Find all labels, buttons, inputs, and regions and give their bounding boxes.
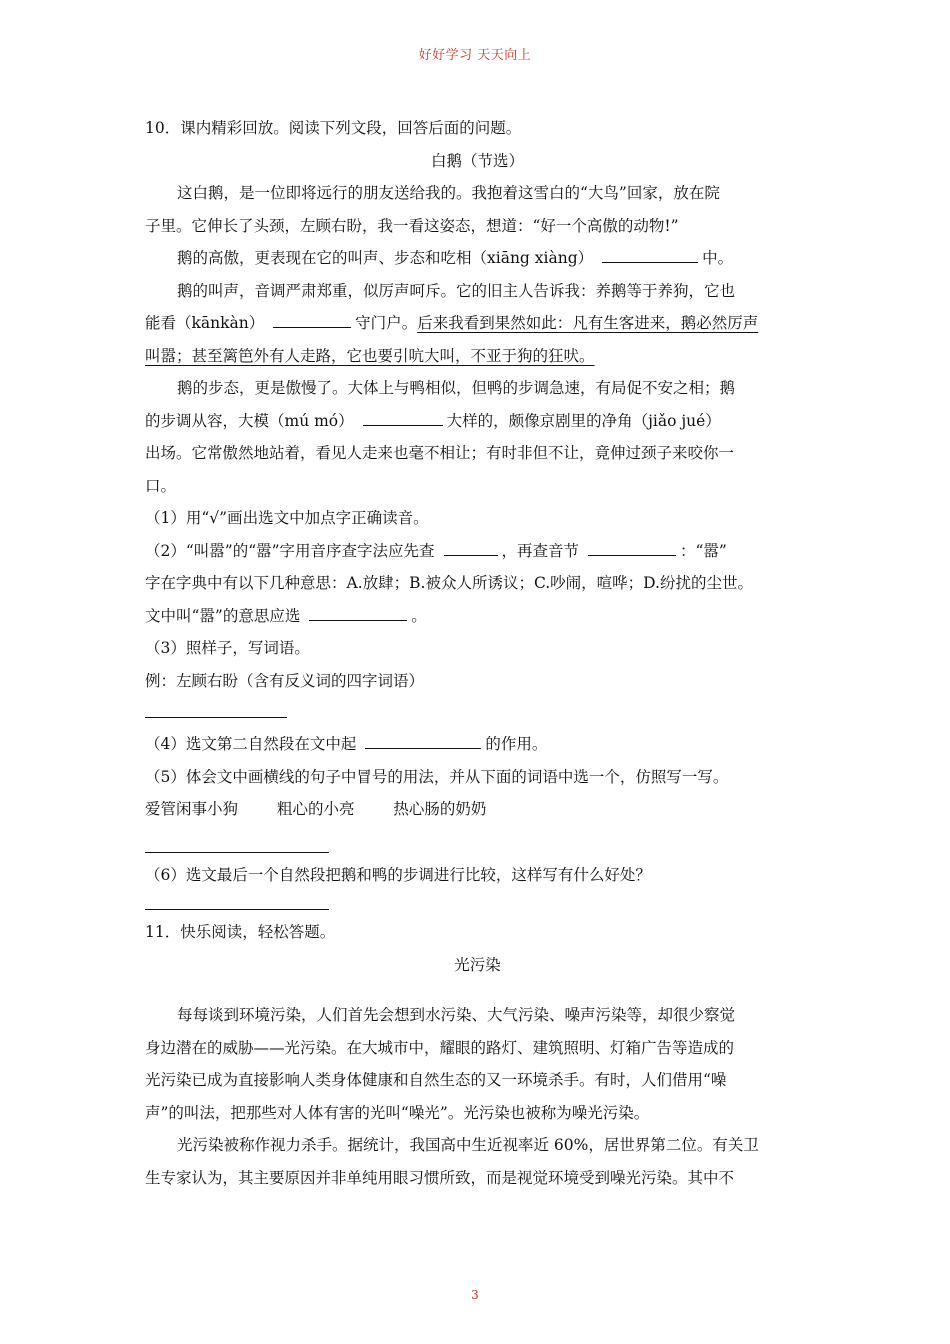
answer-blank[interactable] (444, 537, 498, 556)
passage-line (145, 405, 810, 438)
spacer (145, 981, 810, 999)
answer-blank[interactable] (588, 537, 676, 556)
passage-line: 每每谈到环境污染，人们首先会想到水污染、大气污染、噪声污染等，却很少察觉 (177, 1006, 736, 1024)
passage-line: 光污染已成为直接影响人类身体健康和自然生态的又一环境杀手。有时，人们借用“噪 (145, 1071, 727, 1089)
passage-text: 中。 (702, 249, 734, 267)
answer-line[interactable] (145, 826, 329, 853)
passage-line (145, 340, 810, 373)
word-choices (145, 793, 810, 826)
passage-line: 声”的叫法，把那些对人体有害的光叫“噪光”。光污染也被称为噪光污染。 (145, 1103, 650, 1122)
passage-line: 光污染被称作视力杀手。据统计，我国高中生近视率近 60%，居世界第二位。有关卫 (177, 1136, 759, 1154)
question-line (145, 600, 810, 633)
passage-line: 出场。它常傲然地站着，看见人走来也毫不相让；有时非但不让，竟伸过颈子来咬你一 (145, 444, 735, 462)
word-choice: 粗心的小亮 (276, 800, 355, 818)
passage-line (145, 307, 810, 340)
answer-blank[interactable] (273, 309, 351, 328)
passage-text: 鹅的高傲，更表现在它的叫声、步态和吃相（xiāng xiàng） (177, 249, 594, 267)
sub-question-5: （5）体会文中画横线的句子中冒号的用法，并从下面的词语中选一个，仿照写一写。 (145, 767, 729, 786)
page-number: 3 (471, 1288, 479, 1302)
question-text: 文中叫“嚣”的意思应选 (145, 606, 301, 625)
answer-blank[interactable] (365, 730, 481, 749)
passage-text: 守门户。 (355, 314, 418, 332)
question-text: 的作用。 (485, 735, 548, 753)
sub-question-6: （6）选文最后一个自然段把鹅和鸭的步调进行比较，这样写有什么好处？ (145, 865, 651, 884)
passage-line: 鹅的叫声，音调严肃郑重，似厉声呵斥。它的旧主人告诉我：养鹅等于养狗，它也 (177, 281, 736, 300)
sub-question-3: （3）照样子，写词语。 (145, 639, 310, 657)
passage-text: 能看（kānkàn） (145, 314, 265, 332)
passage-line: 生专家认为，其主要原因并非单纯用眼习惯所致，而是视觉环境受到噪光污染。其中不 (145, 1168, 735, 1187)
passage-line: 口。 (145, 476, 177, 495)
word-choice: 热心肠的奶奶 (393, 800, 487, 818)
question-text: ，再查音节 (501, 541, 580, 560)
sub-question-2 (145, 535, 810, 568)
passage-line: 鹅的步态，更是傲慢了。大体上与鸭相似，但鸭的步调急速，有局促不安之相；鹅 (177, 379, 736, 397)
word-choice: 爱管闲事小狗 (145, 800, 239, 818)
example-line: 例：左顾右盼（含有反义词的四字词语） (145, 671, 425, 690)
answer-blank[interactable] (602, 244, 698, 263)
question-line: 字在字典中有以下几种意思：A.放肆；B.被众人所诱议；C.吵闹，喧哗；D.纷扰的尘世。 (145, 574, 753, 592)
underlined-sentence: 后来我看到果然如此：凡有生客进来，鹅必然厉声 (417, 314, 759, 332)
sub-question-4 (145, 728, 810, 761)
answer-line[interactable] (145, 891, 329, 910)
passage-line (145, 242, 810, 275)
underlined-sentence: 叫嚣；甚至篱笆外有人走路，它也要引吭大叫，不亚于狗的狂吠。 (145, 346, 595, 365)
passage-text: 的步调从容，大模（mú mó） (145, 411, 354, 430)
page-header: 好好学习 天天向上 (418, 48, 532, 63)
question-10-title: 10．课内精彩回放。阅读下列文段，回答后面的问题。 (145, 119, 522, 137)
question-text: （4）选文第二自然段在文中起 (145, 735, 357, 753)
question-text: 。 (411, 606, 427, 625)
answer-line[interactable] (145, 697, 287, 718)
passage-text: 大样的，颇像京剧里的净角（jiǎo jué） (446, 411, 721, 430)
answer-blank[interactable] (309, 602, 407, 621)
question-text: （2）“叫嚣”的“嚣”字用音序查字法应先查 (145, 541, 435, 560)
question-11-title: 11．快乐阅读，轻松答题。 (145, 923, 336, 941)
document-body (145, 112, 810, 1194)
sub-question-1: （1）用“√”画出选文中加点字正确读音。 (145, 509, 429, 527)
passage-line: 这白鹅，是一位即将远行的朋友送给我的。我抱着这雪白的“大鸟”回家，放在院 (177, 184, 720, 202)
passage-line: 子里。它伸长了头颈，左顾右盼，我一看这姿态，想道：“好一个高傲的动物!” (145, 216, 679, 235)
answer-blank[interactable] (363, 407, 443, 426)
passage-title-white-goose: 白鹅（节选） (430, 151, 524, 170)
question-text: ：“嚣” (679, 541, 727, 560)
passage-line: 身边潜在的威胁——光污染。在大城市中，耀眼的路灯、建筑照明、灯箱广告等造成的 (145, 1038, 735, 1057)
passage-title-light-pollution: 光污染 (454, 955, 501, 974)
